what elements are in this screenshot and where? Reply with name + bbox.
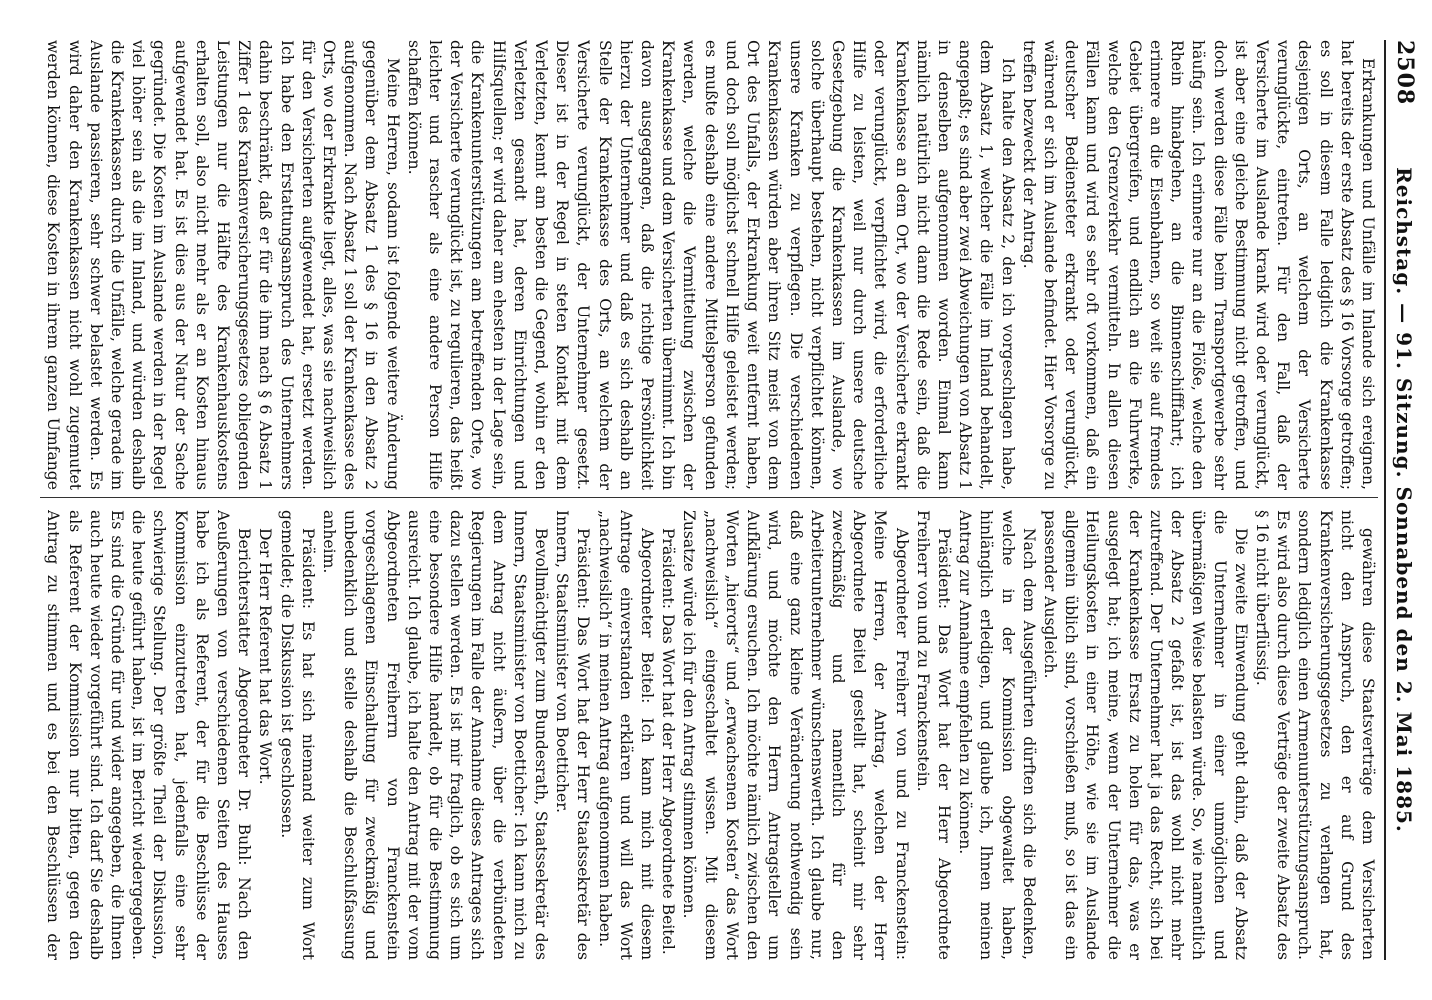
paragraph: Präsident: Das Wort hat der Herr Abgeordnete Freiherr von und zu Franckenstein. <box>913 510 953 960</box>
paragraph: Abgeordneter Beitel: Ich kann mich mit diesem Antrage einverstanden erklären und will das Wort „nachweislich“ in meinen Antrag aufgenommen haben. <box>595 510 657 960</box>
paragraph: Die zweite Einwendung geht dahin, daß der Absatz die Unternehmer in einer unmöglichen und übermäßigen Weise belasten würde. So, wie namentlich der Absatz 2 gefaßt ist, ist das wohl nicht mehr zutreffend. Der Unternehmer hat ja das Recht, sich bei der Krankenkasse Ersatz zu holen für das, was er ausgelegt hat; ich meine, wenn der Unternehmer die Heilungskosten in einer Höhe, wie sie im Auslande allgemein üblich sind, vorschießen muß, so ist das ein passender Ausgleich. <box>1040 510 1250 960</box>
column-separator <box>40 497 1378 498</box>
page-number: 2508 <box>1392 40 1418 106</box>
paragraph: gewähren diese Staatsverträge dem Versicherten nicht den Anspruch, den er auf Grund des Krankenversicherungsgesetzes zu verlangen hat, sondern lediglich einen Armenunterstützungsanspruch. Es wird also durch diese Verträge der zweite Absatz des § 16 nicht überflüssig. <box>1252 510 1377 960</box>
paragraph: Meine Herren, sodann ist folgende weitere Änderung gegenüber dem Absatz 1 des § 16 in den Absatz 2 aufgenommen. Nach Absatz 1 soll der Krankenkasse des Orts, wo der Erkrankte liegt, alles, was sie nachweislich für den Versicherten aufgewendet hat, ersetzt werden. Ich habe den Erstattungsanspruch des Unternehmers dahin beschränkt, daß er für die ihm nach § 6 Absatz 1 Ziffer 1 des Krankenversicherungsgesetzes obliegenden Leistungen nur die Hälfte des Krankenhauskostens erhalten soll, also nicht mehr als er an Kosten hinaus aufgewendet hat. Es ist dies aus der Natur der Sache gegründet. Die Kosten im Auslande werden in der Regel viel höher sein als die im Inland, und würden deshalb die Krankenkassen durch die Unfälle, welche gerade im Auslande passieren, sehr schwer belastet werden. Es wird daher den Krankenkassen nicht wohl zugemutet werden können, diese Kosten in ihrem ganzen Umfange <box>44 40 402 490</box>
running-title: Reichstag. — 91. Sitzung. Sonnabend den 2. Mai 1885. <box>1392 167 1416 833</box>
page-header <box>1388 40 1424 960</box>
paragraph: Ich halte den Absatz 2, den ich vorgeschlagen habe, dem Absatz 1, welcher die Fälle im Inland behandelt, angepaßt; es sind aber zwei Abweichungen von Absatz 1 in denselben aufgenommen worden. Einmal kann nämlich natürlich nicht dann die Rede sein, daß die Krankenkasse an dem Ort, wo der Versicherte erkrankt oder verunglückt, verpflichtet wird, die erforderliche Hilfe zu leisten, weil nur durch unsere deutsche Gesetzgebung die Krankenkassen im Auslande, wo solche überhaupt bestehen, nicht verpflichtet können, unsere Kranken zu verpflegen. Die verschiedenen Krankenkassen würden aber ihren Sitz meist von dem Ort des Unfalls, der Erkrankung weit entfernt haben, und doch soll möglichst schnell Hilfe geleistet werden; es mußte deshalb eine andere Mittelsperson gefunden werden, welche die Vermittelung zwischen der Krankenkasse und dem Versicherten übernimmt. Ich bin davon ausgegangen, daß die richtige Persönlichkeit hierzu der Unternehmer und daß es sich deshalb an Stelle der Krankenkasse des Orts, an welchem der Versicherte verunglückt, der Unternehmer gesetzt. Dieser ist in der Regel in steten Kontakt mit dem Verletzten, kennt am besten die Gegend, wohin er den Verletzten gesandt hat, deren Einrichtungen und Hilfsquellen; er wird daher am ehesten in der Lage sein, die Krankenunterstützungen am betreffenden Orte, wo der Versicherte verunglückt ist, zu regulieren, das heißt leichter und rascher als eine andere Person Hilfe schaffen können. <box>404 40 1017 490</box>
paragraph: Präsident: Es hat sich niemand weiter zum Wort gemeldet; die Diskussion ist geschlossen. <box>277 510 317 960</box>
paragraph: Der Herr Referent hat das Wort. <box>256 528 275 785</box>
paragraph: Präsident: Das Wort hat der Herr Abgeordnete Beitel. <box>659 528 678 955</box>
header-rule <box>1384 40 1386 960</box>
paragraph: Berichterstatter Abgeordneter Dr. Buhl: Nach den Aeußerungen von verschiedenen Seiten des Hauses habe ich als Referent, der für die Beschlüsse der Kommission einzutreten hat, jedenfalls eine sehr schwierige Stellung. Der größte Theil der Diskussion, die heute geführt haben, ist im Bericht wiedergegeben. Es sind die Gründe für und wider angegeben, die Ihnen auch heute wieder vorgeführt sind. Ich darf Sie deshalb als Referent der Kommission nur bitten, gegen den Antrag zu stimmen und es bei den Beschlüssen der <box>44 510 254 960</box>
paragraph: Abgeordneter Freiherr von und zu Franckenstein: Meine Herren, der Antrag, welchen der Herr Abgeordnete Beitel gestellt hat, scheint mir sehr zweckmäßig und namentlich für den Arbeiterunternehmer wünschenswerth. Ich glaube nur, daß eine ganz kleine Veränderung nothwendig sein wird, und möchte den Herrn Antragsteller um Aufklärung ersuchen. Ich möchte nämlich zwischen den Worten „hierorts“ und „erwachsenen Kosten“ das Wort „nachweislich“ eingeschaltet wissen. Mit diesem Zusatze würde ich für den Antrag stimmen können. <box>680 510 911 960</box>
paragraph: Bevollmächtigter zum Bundesrath, Staatssekretär des Innern, Staatsminister von Boetticher: Ich kann mich zu dem Antrag nicht äußern, über die verbündeten Regierungen im Falle der Annahme dieses Antrages sich dazu stellen werden. Es ist mir fraglich, ob es sich um eine besondere Hilfe handelt, ob für die Bestimmung ausreicht. Ich glaube, ich halte den Antrag mit der vom Abgeordneten Freiherrn von Franckenstein vorgeschlagenen Einschaltung für zweckmäßig und unbedenklich und stelle deshalb die Beschlußfassung anheim. <box>320 510 551 960</box>
left-column <box>40 40 1378 490</box>
right-column <box>40 510 1378 960</box>
paragraph: Nach dem Ausgeführten dürften sich die Bedenken, welche in der Kommission obgewaltet haben, hinlänglich erledigen, und glaube ich, Ihnen meinen Antrag zur Annahme empfehlen zu können. <box>956 510 1038 960</box>
paragraph: Erkrankungen und Unfälle im Inlande sich ereignen, hat bereits der erste Absatz des § 16 Vorsorge getroffen; es soll in diesem Falle lediglich die Krankenkasse desjenigen Orts, an welchem der Versicherte verunglückte, eintreten. Für den Fall, daß der Versicherte im Auslande krank wird oder verunglückt, ist aber eine gleiche Bestimmung nicht getroffen, und doch werden diese Fälle beim Transportgewerbe sehr häufig sein. Ich erinnere nur an die Flöße, welche den Rhein hinabgehen, an die Binnenschifffahrt; ich erinnere an die Eisenbahnen, so weit sie auf fremdes Gebiet übergreifen, und endlich an die Fuhrwerke, welche den Grenzverkehr vermitteln. In allen diesen Fällen kann und wird es sehr oft vorkommen, daß ein deutscher Bediensteter erkrankt oder verunglückt, während er sich im Auslande befindet. Hier Vorsorge zu treffen bezweckt der Antrag. <box>1019 40 1377 490</box>
paragraph: Präsident: Das Wort hat der Herr Staatssekretär des Innern, Staatsminister von Boetticher. <box>553 510 593 960</box>
